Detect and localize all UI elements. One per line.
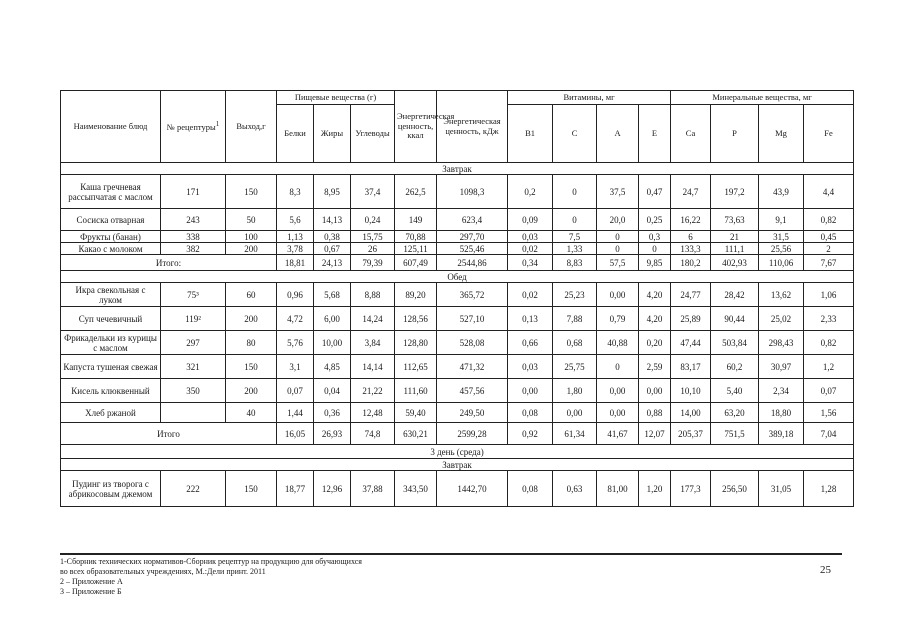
table-cell: 24,7 [671,175,711,209]
table-cell: 0 [639,243,671,255]
table-cell: 110,06 [759,255,804,271]
table-cell: 525,46 [437,243,508,255]
table-cell: 177,3 [671,471,711,507]
table-cell: 2,33 [804,307,854,331]
table-cell: 1,06 [804,283,854,307]
table-cell: 41,67 [597,423,639,445]
day3-rows [61,471,854,507]
header-name: Наименование блюд [61,91,161,163]
header-carbs: Углеводы [351,105,395,163]
table-cell: 0 [597,243,639,255]
table-cell: 471,32 [437,355,508,379]
table-cell: 150 [226,471,277,507]
table-cell: 100 [226,231,277,243]
table-cell: 28,42 [711,283,759,307]
table-cell: 0,45 [804,231,854,243]
table-cell: 4,4 [804,175,854,209]
table-cell: 321 [161,355,226,379]
header-nutrients-group: Пищевые вещества (г) [277,91,395,105]
table-cell: 0,02 [508,283,553,307]
table-cell [161,403,226,423]
table-cell: 74,8 [351,423,395,445]
table-cell: 26 [351,243,395,255]
table-cell: 0,00 [553,403,597,423]
table-cell: 0,47 [639,175,671,209]
table-row [61,471,854,507]
table-cell: 205,37 [671,423,711,445]
table-cell: 149 [395,209,437,231]
table-cell: 528,08 [437,331,508,355]
table-cell: 0,25 [639,209,671,231]
footnotes [60,557,860,597]
table-cell: 0 [597,355,639,379]
table-cell: 0,07 [277,379,314,403]
table-cell: 7,5 [553,231,597,243]
table-cell: 2,34 [759,379,804,403]
table-cell: 128,80 [395,331,437,355]
dish-name: Какао с молоком [61,243,161,255]
lunch-total-label: Итого [61,423,277,445]
table-cell: 0,04 [314,379,351,403]
table-cell: 8,95 [314,175,351,209]
header-fe: Fe [804,105,854,163]
table-cell: 43,9 [759,175,804,209]
table-cell: 338 [161,231,226,243]
table-cell: 14,24 [351,307,395,331]
table-cell: 150 [226,175,277,209]
dish-name: Капуста тушеная свежая [61,355,161,379]
table-cell: 0,00 [597,283,639,307]
table-cell: 4,20 [639,283,671,307]
table-cell: 2544,86 [437,255,508,271]
header-minerals-group: Минеральные вещества, мг [671,91,854,105]
table-cell: 2,59 [639,355,671,379]
table-cell: 3,84 [351,331,395,355]
table-cell: 119² [161,307,226,331]
table-cell: 21 [711,231,759,243]
table-cell: 0 [597,231,639,243]
table-cell: 37,4 [351,175,395,209]
breakfast-total-row [61,255,854,271]
dish-name: Сосиска отварная [61,209,161,231]
table-cell: 9,85 [639,255,671,271]
table-cell: 0,00 [508,379,553,403]
dish-name: Каша гречневая рассыпчатая с маслом [61,175,161,209]
table-cell: 133,3 [671,243,711,255]
lunch-total-row [61,423,854,445]
table-cell: 4,20 [639,307,671,331]
table-cell: 70,88 [395,231,437,243]
table-cell: 0,20 [639,331,671,355]
table-cell: 63,20 [711,403,759,423]
footnote-divider [60,553,842,555]
table-cell: 262,5 [395,175,437,209]
table-cell: 7,04 [804,423,854,445]
table-cell: 8,83 [553,255,597,271]
table-cell: 1098,3 [437,175,508,209]
dish-name: Фрукты (банан) [61,231,161,243]
table-cell: 5,68 [314,283,351,307]
header-output: Выход,г [226,91,277,163]
table-row [61,355,854,379]
table-cell: 20,0 [597,209,639,231]
table-cell: 200 [226,379,277,403]
table-cell: 8,3 [277,175,314,209]
table-row [61,307,854,331]
table-cell: 81,00 [597,471,639,507]
table-cell: 31,05 [759,471,804,507]
table-cell: 249,50 [437,403,508,423]
table-cell: 16,05 [277,423,314,445]
table-cell: 0,34 [508,255,553,271]
table-cell: 26,93 [314,423,351,445]
table-cell: 80 [226,331,277,355]
table-cell: 343,50 [395,471,437,507]
table-cell: 18,81 [277,255,314,271]
table-cell: 111,1 [711,243,759,255]
table-cell: 389,18 [759,423,804,445]
table-cell: 200 [226,307,277,331]
table-cell: 171 [161,175,226,209]
footnote-2: 2 – Приложение А [60,577,123,586]
table-cell: 83,17 [671,355,711,379]
dish-name: Кисель клюквенный [61,379,161,403]
table-cell: 297 [161,331,226,355]
table-cell: 2599,28 [437,423,508,445]
section-day3: 3 день (среда) [61,445,854,459]
table-cell: 15,75 [351,231,395,243]
section-breakfast: Завтрак [61,163,854,175]
table-cell: 7,67 [804,255,854,271]
table-cell: 13,62 [759,283,804,307]
table-cell: 5,40 [711,379,759,403]
table-cell: 0,96 [277,283,314,307]
table-cell: 50 [226,209,277,231]
header-energy-kcal: Энергетическая ценность, ккал [395,91,437,163]
table-cell: 0,88 [639,403,671,423]
table-cell: 4,85 [314,355,351,379]
header-energy-kj: Энергетическая ценность, кДж [437,91,508,163]
table-cell: 0,24 [351,209,395,231]
table-cell: 60,2 [711,355,759,379]
table-row [61,231,854,243]
table-cell: 3,78 [277,243,314,255]
table-cell: 2 [804,243,854,255]
table-cell: 12,48 [351,403,395,423]
table-cell: 60 [226,283,277,307]
footnote-3: 3 – Приложение Б [60,587,122,596]
table-cell: 10,00 [314,331,351,355]
table-cell: 1442,70 [437,471,508,507]
header-c: С [553,105,597,163]
table-row [61,379,854,403]
dish-name: Пудинг из творога с абрикосовым джемом [61,471,161,507]
table-cell: 0,82 [804,331,854,355]
footnote-1: 1-Сборник технических нормативов-Сборник рецептур на продукцию для обучающихся [60,557,362,566]
table-cell: 3,1 [277,355,314,379]
table-cell: 128,56 [395,307,437,331]
table-cell: 14,00 [671,403,711,423]
table-cell: 297,70 [437,231,508,243]
table-cell: 365,72 [437,283,508,307]
table-row [61,283,854,307]
table-cell: 457,56 [437,379,508,403]
table-cell: 751,5 [711,423,759,445]
header-b1: В1 [508,105,553,163]
table-cell: 180,2 [671,255,711,271]
table-cell: 0,38 [314,231,351,243]
table-row [61,209,854,231]
table-cell: 25,02 [759,307,804,331]
table-cell: 0,02 [508,243,553,255]
table-cell: 37,5 [597,175,639,209]
table-cell: 0,2 [508,175,553,209]
dish-name: Суп чечевичный [61,307,161,331]
breakfast-total-label: Итого: [61,255,277,271]
table-cell: 0,68 [553,331,597,355]
table-cell: 0,13 [508,307,553,331]
table-cell: 24,77 [671,283,711,307]
table-cell: 75³ [161,283,226,307]
table-cell: 112,65 [395,355,437,379]
table-cell: 47,44 [671,331,711,355]
table-cell: 0,92 [508,423,553,445]
table-cell: 7,88 [553,307,597,331]
table-cell: 111,60 [395,379,437,403]
table-row [61,403,854,423]
footnote-1-cont: во всех образовательных учреждениях, М.:Дели принт. 2011 [60,567,266,576]
table-cell: 630,21 [395,423,437,445]
table-cell: 25,89 [671,307,711,331]
table-row [61,175,854,209]
table-cell: 298,43 [759,331,804,355]
table-cell: 25,75 [553,355,597,379]
table-cell: 197,2 [711,175,759,209]
table-cell: 0,36 [314,403,351,423]
table-cell: 5,6 [277,209,314,231]
table-cell: 9,1 [759,209,804,231]
table-cell: 503,84 [711,331,759,355]
section-lunch: Обед [61,271,854,283]
table-cell: 59,40 [395,403,437,423]
table-cell: 14,13 [314,209,351,231]
table-cell: 40 [226,403,277,423]
section-breakfast-day3: Завтрак [61,459,854,471]
table-cell: 0,3 [639,231,671,243]
header-p: Р [711,105,759,163]
table-cell: 0,09 [508,209,553,231]
table-cell: 0,82 [804,209,854,231]
table-cell: 31,5 [759,231,804,243]
table-cell: 8,88 [351,283,395,307]
table-cell: 6,00 [314,307,351,331]
table-cell: 0 [553,175,597,209]
table-cell: 10,10 [671,379,711,403]
table-cell: 0,00 [597,379,639,403]
table-cell: 243 [161,209,226,231]
dish-name: Икра свекольная с луком [61,283,161,307]
dish-name: Хлеб ржаной [61,403,161,423]
table-cell: 12,07 [639,423,671,445]
table-cell: 0,00 [597,403,639,423]
table-cell: 0,08 [508,471,553,507]
table-cell: 527,10 [437,307,508,331]
table-cell: 1,56 [804,403,854,423]
table-cell: 0,63 [553,471,597,507]
breakfast-rows [61,175,854,255]
table-cell: 14,14 [351,355,395,379]
table-cell: 24,13 [314,255,351,271]
nutrition-table [60,90,854,507]
table-cell: 222 [161,471,226,507]
header-fat: Жиры [314,105,351,163]
table-cell: 1,44 [277,403,314,423]
table-cell: 16,22 [671,209,711,231]
table-cell: 37,88 [351,471,395,507]
page-number: 25 [820,564,831,576]
table-cell: 1,80 [553,379,597,403]
header-a: А [597,105,639,163]
table-cell: 1,28 [804,471,854,507]
table-cell: 256,50 [711,471,759,507]
dish-name: Фрикадельки из курицы с маслом [61,331,161,355]
table-cell: 90,44 [711,307,759,331]
table-cell: 0,08 [508,403,553,423]
table-cell: 0 [553,209,597,231]
table-cell: 30,97 [759,355,804,379]
table-cell: 623,4 [437,209,508,231]
table-cell: 382 [161,243,226,255]
table-cell: 79,39 [351,255,395,271]
table-cell: 200 [226,243,277,255]
table-cell: 18,80 [759,403,804,423]
table-cell: 350 [161,379,226,403]
table-cell: 73,63 [711,209,759,231]
table-cell: 89,20 [395,283,437,307]
table-cell: 18,77 [277,471,314,507]
header-recipe: № рецептуры$^1$ [161,91,226,163]
table-cell: 1,2 [804,355,854,379]
table-cell: 5,76 [277,331,314,355]
table-cell: 6 [671,231,711,243]
lunch-rows [61,283,854,423]
header-e: Е [639,105,671,163]
table-cell: 0,03 [508,231,553,243]
header-vitamins-group: Витамины, мг [508,91,671,105]
table-cell: 0,03 [508,355,553,379]
table-cell: 125,11 [395,243,437,255]
table-row [61,331,854,355]
table-cell: 402,93 [711,255,759,271]
header-ca: Са [671,105,711,163]
table-cell: 150 [226,355,277,379]
table-cell: 12,96 [314,471,351,507]
table-cell: 0,67 [314,243,351,255]
table-row [61,243,854,255]
table-cell: 0,66 [508,331,553,355]
table-cell: 21,22 [351,379,395,403]
table-cell: 25,23 [553,283,597,307]
table-cell: 61,34 [553,423,597,445]
table-cell: 1,13 [277,231,314,243]
table-cell: 25,56 [759,243,804,255]
table-cell: 40,88 [597,331,639,355]
table-cell: 4,72 [277,307,314,331]
table-cell: 0,00 [639,379,671,403]
table-cell: 0,79 [597,307,639,331]
table-cell: 57,5 [597,255,639,271]
header-protein: Белки [277,105,314,163]
table-cell: 1,33 [553,243,597,255]
header-mg: Mg [759,105,804,163]
table-cell: 1,20 [639,471,671,507]
table-cell: 0,07 [804,379,854,403]
table-cell: 607,49 [395,255,437,271]
